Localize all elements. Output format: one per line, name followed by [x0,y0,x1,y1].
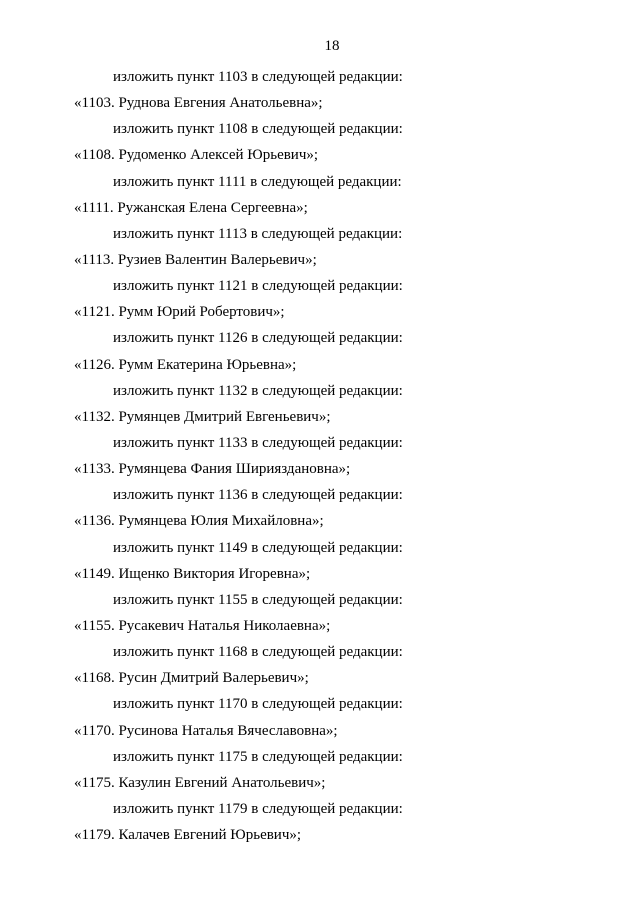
entry-line: «1179. Калачев Евгений Юрьевич»; [74,827,302,844]
entry-line: «1136. Румянцева Юлия Михайловна»; [74,513,324,530]
entry-line: «1168. Русин Дмитрий Валерьевич»; [74,670,309,687]
instruction-line: изложить пункт 1168 в следующей редакции: [113,644,403,661]
instruction-line: изложить пункт 1133 в следующей редакции: [113,434,403,451]
entry-line: «1121. Румм Юрий Робертович»; [74,304,285,321]
instruction-line: изложить пункт 1132 в следующей редакции: [113,382,403,399]
entry-line: «1132. Румянцев Дмитрий Евгеньевич»; [74,408,331,425]
instruction-line: изложить пункт 1111 в следующей редакции: [113,173,402,190]
entry-line: «1126. Румм Екатерина Юрьевна»; [74,356,297,373]
instruction-line: изложить пункт 1108 в следующей редакции: [113,121,403,138]
instruction-line: изложить пункт 1170 в следующей редакции: [113,696,403,713]
instruction-line: изложить пункт 1136 в следующей редакции: [113,487,403,504]
instruction-line: изложить пункт 1175 в следующей редакции: [113,748,403,765]
instruction-line: изложить пункт 1113 в следующей редакции: [113,225,403,242]
instruction-line: изложить пункт 1103 в следующей редакции: [113,69,403,85]
entry-line: «1175. Казулин Евгений Анатольевич»; [74,774,326,791]
entry-line: «1155. Русакевич Наталья Николаевна»; [74,617,331,634]
entry-line: «1103. Руднова Евгения Анатольевна»; [74,95,323,112]
entry-line: «1108. Рудоменко Алексей Юрьевич»; [74,147,319,164]
instruction-line: изложить пункт 1149 в следующей редакции: [113,539,403,556]
document-body [0,64,640,848]
entry-line: «1111. Ружанская Елена Сергеевна»; [74,199,308,216]
entry-line: «1149. Ищенко Виктория Игоревна»; [74,565,311,582]
page-number: 18 [324,38,340,54]
entry-line: «1113. Рузиев Валентин Валерьевич»; [74,251,317,268]
entry-line: «1133. Румянцева Фания Ширияздановна»; [74,461,351,478]
instruction-line: изложить пункт 1126 в следующей редакции: [113,330,403,347]
instruction-line: изложить пункт 1121 в следующей редакции: [113,278,403,295]
entry-line: «1170. Русинова Наталья Вячеславовна»; [74,722,338,739]
instruction-line: изложить пункт 1179 в следующей редакции: [113,800,403,817]
instruction-line: изложить пункт 1155 в следующей редакции: [113,591,403,608]
